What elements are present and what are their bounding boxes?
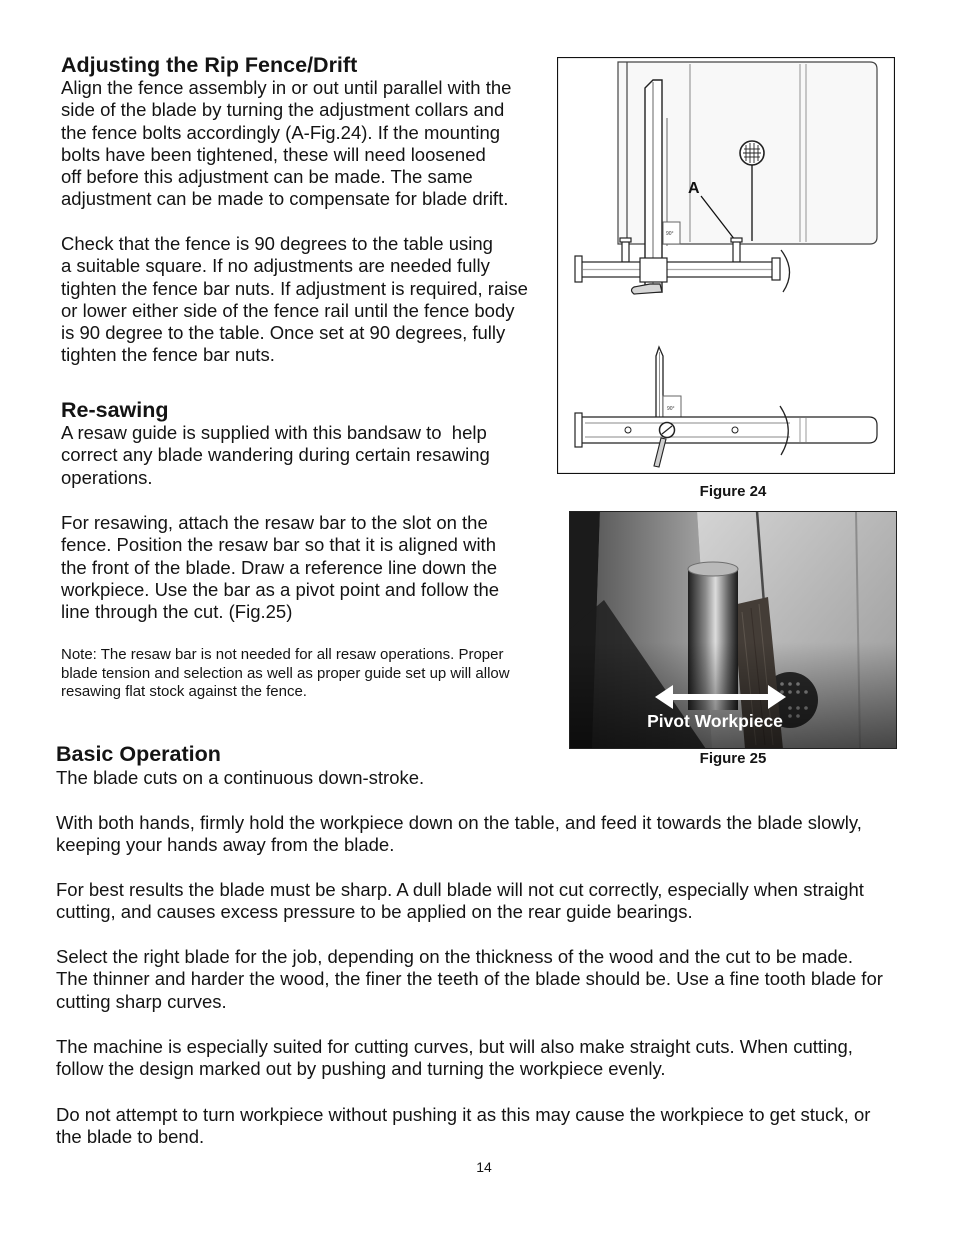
text-line: Select the right blade for the job, depending on the thickness of the wood and the cut to be made. [56,946,854,967]
text-line: tighten the fence bar nuts. If adjustment is required, raise [61,277,528,299]
rip-fence-paragraph-1 [61,77,511,211]
text-line: side of the blade by turning the adjustment collars and [61,99,505,121]
figure-24-caption: Figure 24 [699,483,767,500]
resawing-note [61,646,510,702]
text-line: adjustment can be made to compensate for blade drift. [61,188,509,210]
text-line: Align the fence assembly in or out until parallel with the [61,77,512,98]
text-line: the fence bolts accordingly (A-Fig.24). If the mounting [61,121,501,143]
basic-operation-paragraph-5 [56,1036,853,1081]
text-line: off before this adjustment can be made. The same [61,166,473,188]
text-line: cutting, and causes excess pressure to be applied on the rear guide bearings. [56,901,693,923]
basic-operation-heading: Basic Operation [56,742,221,766]
text-line: For resawing, attach the resaw bar to the slot on the [61,512,488,533]
text-line: The thinner and harder the wood, the finer the teeth of the blade should be. Use a fine tooth blade for [56,968,883,990]
angle-label-front: 90° [667,406,675,412]
text-line: tighten the fence bar nuts. [61,344,275,366]
text-line: line through the cut. (Fig.25) [61,601,293,623]
rip-fence-paragraph-2 [61,233,528,367]
text-line: A resaw guide is supplied with this bandsaw to help [61,422,487,443]
basic-operation-paragraph-6 [56,1104,870,1149]
figure-25-caption: Figure 25 [699,750,767,767]
text-line: The blade cuts on a continuous down-stroke. [56,767,425,788]
pivot-workpiece-label: Pivot Workpiece [647,711,783,731]
text-line: Do not attempt to turn workpiece without pushing it as this may cause the workpiece to get stuck, or [56,1104,871,1125]
text-line: a suitable square. If no adjustments are needed fully [61,255,490,277]
text-line: is 90 degree to the table. Once set at 90 degrees, fully [61,322,506,344]
text-line: cutting sharp curves. [56,990,227,1012]
rip-fence-heading: Adjusting the Rip Fence/Drift [61,53,358,77]
blade-insert [740,141,764,165]
text-line: the front of the blade. Draw a reference line down the [61,556,498,578]
text-line: the blade to bend. [56,1126,205,1148]
text-line: Check that the fence is 90 degrees to the table using [61,233,493,254]
resawing-paragraph-2 [61,512,499,623]
angle-label-top: 90° [666,231,674,237]
note-line: blade tension and selection as well as proper guide set up will allow [61,664,510,682]
text-line: For best results the blade must be sharp. A dull blade will not cut correctly, especially when straight [56,879,864,900]
text-line: bolts have been tightened, these will need loosened [61,143,486,165]
text-line: workpiece. Use the bar as a pivot point and follow the [61,578,500,600]
table-front-view [575,413,877,447]
basic-operation-paragraph-1 [56,767,424,789]
basic-operation-paragraph-4 [56,946,883,1013]
figure-25-photo [569,511,897,749]
text-line: fence. Position the resaw bar so that it is aligned with [61,534,496,556]
basic-operation-paragraph-3 [56,879,864,924]
text-line: With both hands, firmly hold the workpiece down on the table, and feed it towards the blade slowly, [56,812,862,833]
text-line: operations. [61,466,153,488]
text-line: The machine is especially suited for cutting curves, but will also make straight cuts. When cutting, [56,1036,853,1057]
resawing-paragraph-1 [61,422,490,489]
text-line: or lower either side of the fence rail until the fence body [61,299,515,321]
figure-24-drawing [557,57,895,474]
callout-label: A [688,180,700,197]
text-line: correct any blade wandering during certain resawing [61,444,490,466]
text-line: follow the design marked out by pushing and turning the workpiece evenly. [56,1058,666,1080]
note-line: resawing flat stock against the fence. [61,683,307,700]
text-line: keeping your hands away from the blade. [56,834,395,856]
note-line: Note: The resaw bar is not needed for all resaw operations. Proper [61,646,504,663]
page-number: 14 [476,1159,492,1175]
basic-operation-paragraph-2 [56,812,862,857]
resawing-heading: Re-sawing [61,398,169,422]
